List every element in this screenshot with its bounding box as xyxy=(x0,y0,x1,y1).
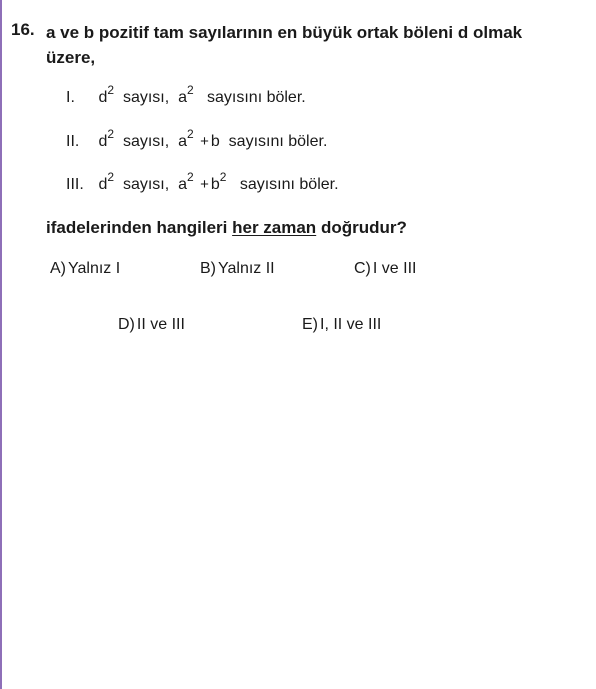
statement-rhs-term2-exp: 2 xyxy=(219,170,227,184)
question-stem: a ve b pozitif tam sayılarının en büyük ortak böleni d olmak üzere, xyxy=(46,23,523,67)
statement-roman: II. xyxy=(66,133,80,150)
prompt-underlined: her zaman xyxy=(232,218,317,237)
question-prompt xyxy=(46,218,407,238)
statement-rhs-exp: 2 xyxy=(186,83,194,97)
choice-text: I ve III xyxy=(372,260,417,277)
statement-1 xyxy=(66,83,306,107)
statement-rhs-base: a xyxy=(178,89,187,106)
choice-b[interactable] xyxy=(200,260,275,278)
statement-lhs-base: d xyxy=(98,89,108,106)
statement-plus: + xyxy=(200,176,209,193)
choice-letter: D) xyxy=(118,316,135,333)
choice-text: II ve III xyxy=(136,316,185,333)
statement-tail: sayısını böler. xyxy=(239,176,339,193)
statement-tail: sayısını böler. xyxy=(207,89,306,106)
statement-rhs-base: a xyxy=(178,176,187,193)
choice-text: Yalnız I xyxy=(68,260,121,277)
statement-3 xyxy=(66,170,339,194)
statement-lhs-exp: 2 xyxy=(107,170,115,184)
choice-a[interactable] xyxy=(50,260,120,278)
statement-plus: + xyxy=(200,133,209,150)
prompt-suffix: doğrudur? xyxy=(320,218,407,237)
statement-lhs-base: d xyxy=(98,176,108,193)
statement-rhs-base: a xyxy=(178,133,187,150)
choice-c[interactable] xyxy=(354,260,416,278)
statement-rhs-term2: b xyxy=(210,176,220,193)
left-margin-rule xyxy=(0,0,2,689)
statement-lhs-base: d xyxy=(98,133,108,150)
statement-tail: sayısını böler. xyxy=(228,133,328,150)
choice-text: Yalnız II xyxy=(218,260,275,277)
statement-roman: I. xyxy=(66,89,75,106)
statement-rhs-exp: 2 xyxy=(186,170,194,184)
statement-lhs-exp: 2 xyxy=(107,83,115,97)
choice-letter: A) xyxy=(50,260,66,277)
statement-mid: sayısı, xyxy=(122,133,170,150)
choice-e[interactable] xyxy=(302,316,381,334)
statement-rhs-term2: b xyxy=(210,133,220,150)
statement-lhs-exp: 2 xyxy=(107,127,115,141)
choice-text: I, II ve III xyxy=(320,316,382,333)
choice-letter: C) xyxy=(354,260,371,277)
statement-2 xyxy=(66,127,328,151)
question-number: 16. xyxy=(11,20,35,39)
choice-letter: B) xyxy=(200,260,216,277)
statement-rhs-exp: 2 xyxy=(186,127,194,141)
statement-mid: sayısı, xyxy=(122,89,170,106)
choice-d[interactable] xyxy=(118,316,185,334)
choice-letter: E) xyxy=(302,316,318,333)
statement-mid: sayısı, xyxy=(122,176,170,193)
prompt-prefix: ifadelerinden hangileri xyxy=(46,218,228,237)
statement-roman: III. xyxy=(66,176,84,193)
